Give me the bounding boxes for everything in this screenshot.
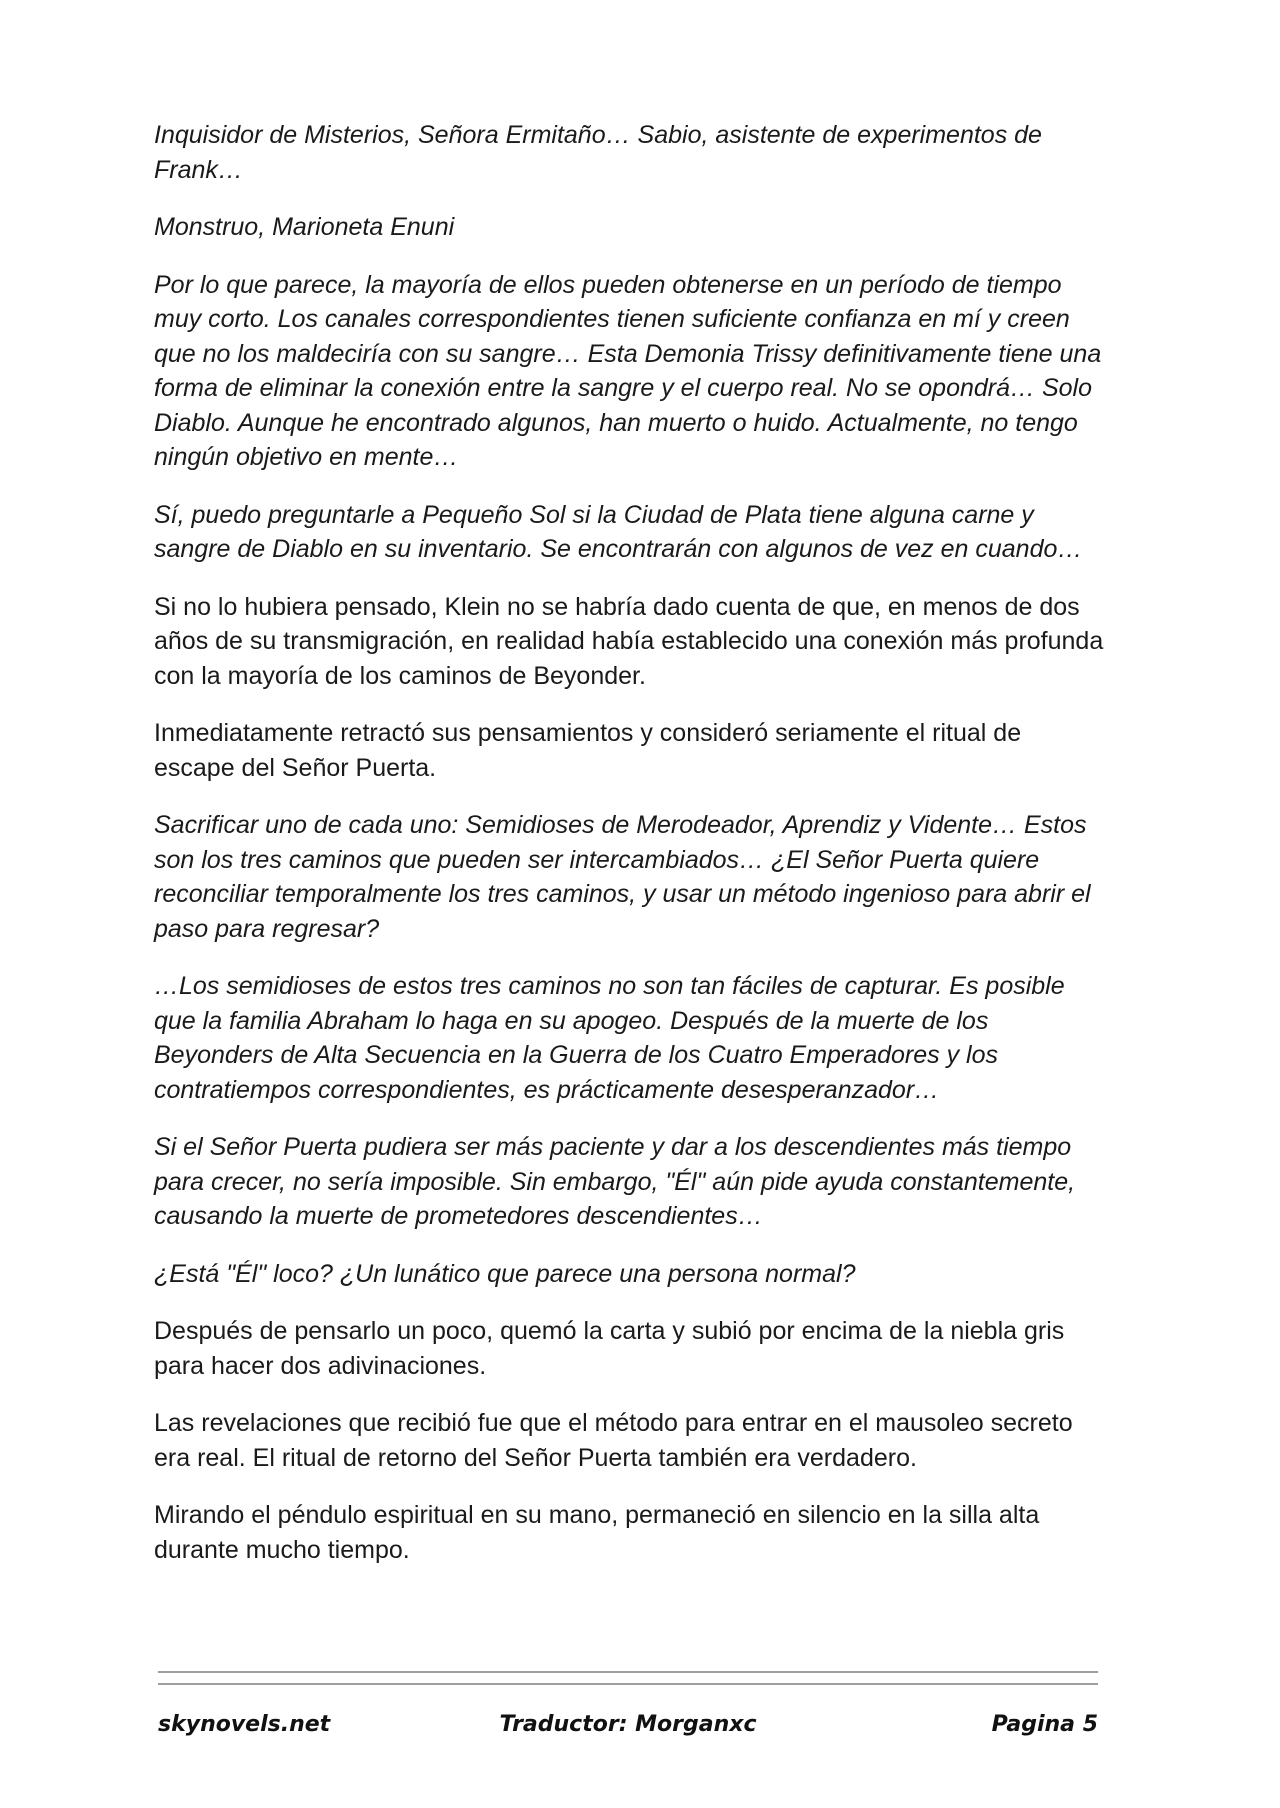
paragraph-2: Monstruo, Marioneta Enuni [154, 213, 455, 241]
paragraph-9: Si el Señor Puerta pudiera ser más paciente y dar a los descendientes más tiempo para crecer, no sería imposible. Sin embargo, "Él" aún pide ayuda constantemente, causando la muerte de prometedores descendientes… [154, 1133, 1076, 1230]
paragraph-13: Mirando el péndulo espiritual en su mano, permaneció en silencio en la silla alta durante mucho tiempo. [154, 1501, 1040, 1564]
footer-translator: Traductor: Morganxc [499, 1712, 757, 1737]
footer-divider [158, 1671, 1098, 1695]
paragraph-7: Sacrificar uno de cada uno: Semidioses de Merodeador, Aprendiz y Vidente… Estos son los tres caminos que pueden ser intercambiados… ¿El Señor Puerta quiere reconciliar temporalmente los tres caminos, y usar un método ingenioso para abrir el paso para regresar? [154, 811, 1091, 943]
footer-rule-top [158, 1671, 1098, 1673]
paragraph-4: Sí, puedo preguntarle a Pequeño Sol si la Ciudad de Plata tiene alguna carne y sangre de Diablo en su inventario. Se encontrarán con algunos de vez en cuando… [154, 500, 1083, 563]
paragraph-11: Después de pensarlo un poco, quemó la carta y subió por encima de la niebla gris para hacer dos adivinaciones. [154, 1317, 1065, 1380]
footer-site-name: skynovels.net [158, 1712, 331, 1737]
paragraph-12: Las revelaciones que recibió fue que el método para entrar en el mausoleo secreto era real. El ritual de retorno del Señor Puerta también era verdadero. [154, 1409, 1073, 1472]
page-footer [158, 1712, 1098, 1746]
page-body [154, 118, 1104, 1590]
paragraph-3: Por lo que parece, la mayoría de ellos pueden obtenerse en un período de tiempo muy corto. Los canales correspondientes tienen suficiente confianza en mí y creen que no los maldeciría con su sangre… Esta Demonia Trissy definitivamente tiene una forma de eliminar la conexión entre la sangre y el cuerpo real. No se opondrá… Solo Diablo. Aunque he encontrado algunos, han muerto o huido. Actualmente, no tengo ningún objetivo en mente… [154, 270, 1102, 471]
paragraph-6: Inmediatamente retractó sus pensamientos y consideró seriamente el ritual de escape del Señor Puerta. [154, 719, 1022, 782]
footer-rule-bottom [158, 1683, 1098, 1685]
paragraph-1: Inquisidor de Misterios, Señora Ermitaño… Sabio, asistente de experimentos de Frank… [154, 121, 1042, 184]
paragraph-10: ¿Está "Él" loco? ¿Un lunático que parece una persona normal? [154, 1259, 856, 1288]
footer-page-number: Pagina 5 [991, 1712, 1098, 1737]
paragraph-8: …Los semidioses de estos tres caminos no son tan fáciles de capturar. Es posible que la familia Abraham lo haga en su apogeo. Después de la muerte de los Beyonders de Alta Secuencia en la Guerra de los Cuatro Emperadores y los contratiempos correspondientes, es prácticamente desesperanzador… [154, 972, 1065, 1104]
paragraph-5: Si no lo hubiera pensado, Klein no se habría dado cuenta de que, en menos de dos años de su transmigración, en realidad había establecido una conexión más profunda con la mayoría de los caminos de Beyonder. [154, 592, 1104, 690]
